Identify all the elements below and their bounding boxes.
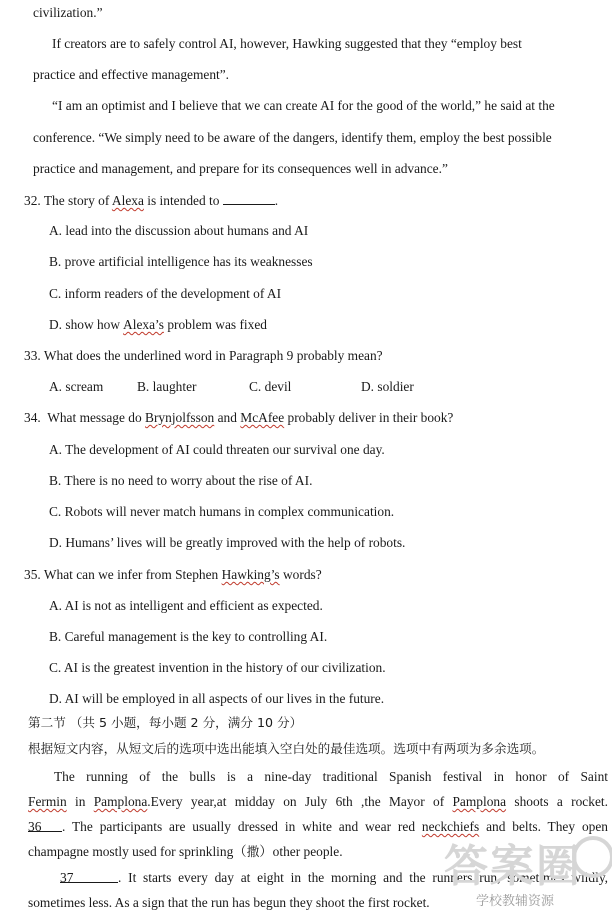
option-text: problem was fixed <box>167 317 267 332</box>
option-d: D. AI will be employed in all aspects of our lives in the future. <box>49 691 385 706</box>
option-a: A. The development of AI could threaten our survival one day. <box>49 442 385 457</box>
stem-text: and <box>217 410 237 425</box>
question-number: 34. <box>24 410 41 425</box>
cloze-text: shoots a rocket. <box>514 794 608 809</box>
cloze-text: and belts. They open <box>486 819 608 834</box>
option-text: D. show how <box>49 317 121 332</box>
question-35-stem <box>24 566 322 583</box>
cloze-text: The running of the bulls is a nine-day traditional Spanish festival in honor of Saint <box>54 769 608 784</box>
stem-text: words? <box>283 567 322 582</box>
cloze-text: in <box>75 794 86 809</box>
watermark-circle-icon <box>572 836 612 878</box>
option-a: A. scream <box>49 379 104 394</box>
question-34-stem <box>24 409 453 426</box>
option-d: D. Humans’ lives will be greatly improved with the help of robots. <box>49 535 406 550</box>
flagged-word: Pamplona <box>452 794 507 809</box>
stem-text: is intended to <box>147 193 220 208</box>
answer-blank-37 <box>60 869 118 883</box>
option-b: B. There is no need to worry about the rise of AI. <box>49 473 313 488</box>
stem-text: What can we infer from Stephen <box>43 567 219 582</box>
stem-text: What does the underlined word in Paragraph 9 probably mean? <box>43 348 383 363</box>
option-b: B. laughter <box>137 379 197 394</box>
blank-number: 37 <box>60 870 74 885</box>
cloze-text: .Every year,at midday on July 6th ,the Mayor of <box>147 794 445 809</box>
passage-line: “I am an optimist and I believe that we can create AI for the good of the world,” he said at the <box>52 98 555 113</box>
option-c: C. devil <box>249 379 292 394</box>
passage-line: If creators are to safely control AI, however, Hawking suggested that they “employ best <box>52 36 522 51</box>
passage-line: practice and management, and prepare for its consequences well in advance.” <box>33 161 448 176</box>
cloze-text: . The participants are usually dressed in white and wear red <box>62 819 416 834</box>
cloze-line: sometimes less. As a sign that the run has begun they shoot the first rocket. <box>28 895 430 910</box>
stem-end: . <box>274 193 279 208</box>
question-number: 32. <box>24 193 41 208</box>
watermark-logo-text: 答案圈 <box>444 841 582 892</box>
stem-text: The story of <box>43 193 110 208</box>
flagged-word: Brynjolfsson <box>145 410 215 425</box>
watermark-caption: 学校教辅资源 <box>476 894 555 909</box>
option-c: C. AI is the greatest invention in the history of our civilization. <box>49 660 386 675</box>
passage-line: practice and effective management”. <box>33 67 230 82</box>
cloze-line <box>28 768 608 785</box>
option-d <box>49 316 267 333</box>
question-32-stem <box>24 191 278 209</box>
option-c: C. Robots will never match humans in complex communication. <box>49 504 395 519</box>
option-b: B. prove artificial intelligence has its weaknesses <box>49 254 313 269</box>
flagged-word: neckchiefs <box>421 819 480 834</box>
question-33-stem <box>24 347 383 364</box>
blank-number: 36 <box>28 819 42 834</box>
cloze-text: . It starts every day at eight in the morning and the runners run, sometimes wildly, <box>118 870 608 885</box>
answer-blank-36 <box>28 818 62 832</box>
cloze-text: ）other people. <box>259 844 343 859</box>
watermark <box>440 830 610 920</box>
cloze-text: champagne mostly used for sprinkling（ <box>28 844 247 859</box>
flagged-word: Alexa’s <box>123 317 164 332</box>
flagged-word: Hawking’s <box>221 567 280 582</box>
stem-text: What message do <box>47 410 142 425</box>
option-c: C. inform readers of the development of AI <box>49 286 282 301</box>
answer-blank <box>223 191 275 205</box>
option-a: A. AI is not as intelligent and efficient as expected. <box>49 598 323 613</box>
stem-text: probably deliver in their book? <box>287 410 454 425</box>
section-instruction: 根据短文内容，从短文后的选项中选出能填入空白处的最佳选项。选项中有两项为多余选项。 <box>28 741 545 756</box>
cloze-text <box>28 793 608 810</box>
cloze-text: 撒 <box>246 844 260 859</box>
option-d: D. soldier <box>361 379 414 394</box>
flagged-word: Pamplona <box>93 794 148 809</box>
flagged-word: McAfee <box>240 410 285 425</box>
section-heading: 第二节 （共 5 小题，每小题 2 分，满分 10 分） <box>28 715 303 730</box>
option-a: A. lead into the discussion about humans and AI <box>49 223 309 238</box>
cloze-line <box>28 793 608 810</box>
passage-line: civilization.” <box>33 5 103 20</box>
passage-line: conference. “We simply need to be aware of the dangers, identify them, employ the best possible <box>33 130 552 145</box>
question-number: 35. <box>24 567 41 582</box>
flagged-word: Alexa <box>111 193 144 208</box>
option-b: B. Careful management is the key to controlling AI. <box>49 629 328 644</box>
flagged-word: Fermin <box>28 794 67 809</box>
cloze-line <box>28 843 343 860</box>
question-number: 33. <box>24 348 41 363</box>
